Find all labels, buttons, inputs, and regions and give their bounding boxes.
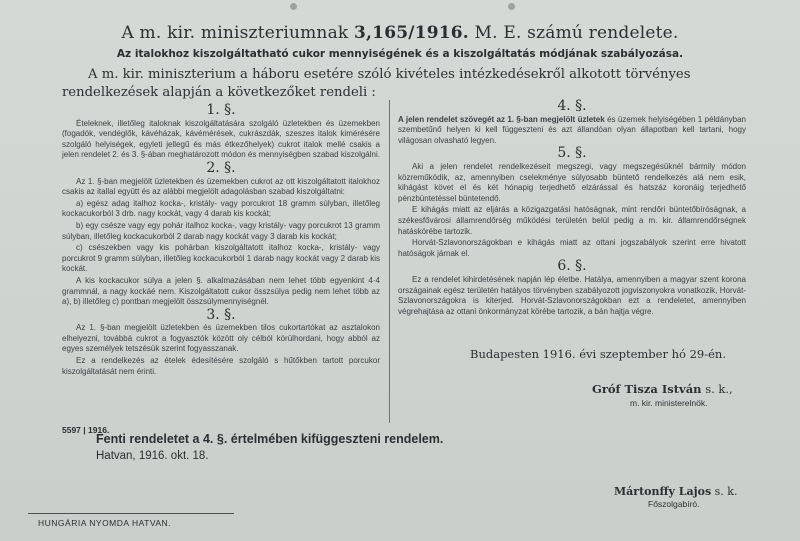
left-column [62, 103, 380, 378]
signer2-name: Mártonffy Lajos [614, 485, 712, 498]
section-2-item-c: c) csészekben vagy kis pohárban kiszolgáltatott italhoz kocka-, kristály- vagy porcukrot 9 gramm súlyban, illetőleg kockacukorból 1 darab nagy kockát vagy 2 darab kis kockát. [62, 243, 380, 274]
signer1-name: Gróf Tisza István [592, 382, 702, 396]
issue-date: Budapesten 1916. évi szeptember hó 29-én. [470, 347, 726, 361]
section-5-procedure: E kihágás miatt az eljárás a közigazgatási hatóságnak, mint rendőri büntetőbíróságnak, a székesfővárosi államrendőrség működési területén belül pedig a m. kir. államrendőrségnek hatáskörébe tartozik. [398, 205, 746, 236]
signature-chief-magistrate [614, 485, 737, 498]
section-3-heading: 3. §. [206, 306, 236, 323]
signer2-suffix: s. k. [714, 485, 738, 498]
right-column [398, 99, 746, 318]
printer-imprint: HUNGÁRIA NYOMDA HATVAN. [38, 518, 172, 528]
pin-hole [508, 3, 515, 10]
section-5-heading: 5. §. [557, 145, 587, 162]
decree-intro: A m. kir. miniszterium a háboru esetére szóló kivételes intézkedésekről alkotott törvényes rendelkezések alapján a következőket rendeli : [62, 67, 691, 100]
signer1-suffix: s. k., [705, 382, 733, 396]
section-4-text: és üzemek helyiségében 1 példányban szembetűnő helyen ki kell függeszteni és azt állandóan olyan állapotban kell tartani, hogy világosan olvasható legyen. [398, 114, 746, 145]
printer-rule [28, 513, 234, 514]
section-3-text: Az 1. §-ban megjelölt üzletekben és üzemekben tilos cukortartókat az asztalokon elhelyezni, továbbá cukrot a fogyasztók között oly célból körülhordani, hogy abból az egyes személyek tetszésük szerint fogyasszanak. [62, 323, 380, 354]
decree-number: 3,165/1916. [354, 23, 469, 43]
section-4-heading: 4. §. [557, 98, 587, 114]
section-6-heading: 6. §. [557, 258, 587, 275]
file-number: 5597 | 1916. [62, 425, 110, 435]
section-3-note: Ez a rendelkezés az ételek édesítésére szolgáló s hűtőkben tartott porcukor kiszolgáltatását nem érinti. [62, 356, 380, 376]
section-6-text: Ez a rendelet kihirdetésének napján lép életbe. Hatálya, amennyiben a magyar szent korona országainak egész területén hatályos törvényben szabályozott jogviszonyokra vonatkozik, Horvát-Szlavonországokra is kiterjed. Horvát-Szlavonországokban ezt a rendeletet, amennyiben végrehajtása az ottani önkormányzat körébe tartozik, a bán hajtja végre. [398, 274, 746, 316]
signer2-role: Főszolgabíró. [648, 499, 700, 509]
title-suffix: M. E. számú rendelete. [474, 23, 679, 43]
signer1-role: m. kir. ministerelnök. [630, 398, 708, 408]
title-prefix: A m. kir. miniszteriumnak [121, 23, 349, 43]
signature-prime-minister [592, 382, 733, 396]
section-5-text: Aki a jelen rendelet rendelkezéseit megszegi, vagy megszegésüknél bármily módon közreműködik, az, amennyiben cselekménye súlyosabb büntető rendelkezés alá nem esik, kihágást követ el és két hónapig terjedhető elzárással és hatszáz koronáig terjedhető pénzbüntetéssel büntetendő. [398, 161, 746, 203]
section-1-text: Ételeknek, illetőleg italoknak kiszolgáltatására szolgáló üzletekben és üzemekben (fogadók, vendéglők, kávéházak, kávémérések, cukrászdák, szeszes italok kimérésére szolgáló helyiségek, egyleti jellegű és más étkezőhelyek) cukrot italok mellé csakis a jelen rendelet 2. és 3. §-ában meghatározott módon és mennyiségben szabad kiszolgálni. [62, 118, 380, 160]
pin-hole [290, 3, 297, 10]
posting-order: Fenti rendeletet a 4. §. értelmében kifüggeszteni rendelem. [96, 432, 444, 446]
section-2-note: A kis kockacukor súlya a jelen §. alkalmazásában nem lehet több egyenkint 4·4 grammnál, a nagy kockáé nem. Kiszolgáltatott cukor összsúlya pedig nem lehet több az a), b) illetőleg c) pontban megjelölt összsúlymennyiségnél. [62, 275, 380, 307]
section-4-lead: A jelen rendelet szövegét az 1. §-ban megjelölt üzletek [398, 114, 605, 124]
section-5-croatia: Horvát-Szlavonországokban e kihágás miatt az ottani jogszabályok szerint erre hivatott hatóságok járnak el. [398, 238, 746, 258]
order-place-date: Hatvan, 1916. okt. 18. [96, 450, 209, 462]
section-1-heading: 1. §. [206, 102, 236, 118]
decree-title [0, 23, 800, 43]
decree-subtitle: Az italokhoz kiszolgáltatható cukor mennyiségének és a kiszolgáltatás módjának szabályozása. [116, 48, 684, 60]
section-2-heading: 2. §. [206, 159, 236, 176]
section-2-item-a: a) egész adag italhoz kocka-, kristály- vagy porcukrot 18 gramm súlyban, illetőleg kockacukorból 3 drb. nagy kockát, vagy 4 darab kis kockát; [62, 198, 380, 219]
section-2-item-b: b) egy csésze vagy egy pohár italhoz kocka-, vagy kristály- vagy porcukrot 13 gramm súlyban, illetőleg kockacukorból 2 darab nagy kockát vagy 3 darab kis kockát; [62, 220, 380, 241]
section-2-text: Az 1. §-ban megjelölt üzletekben és üzemekben cukrot az ott kiszolgáltatott italokhoz csakis az itallal együtt és az alábbi megjelölt adagolásban szabad kiszolgáltatni: [62, 176, 380, 197]
column-divider [389, 100, 390, 423]
